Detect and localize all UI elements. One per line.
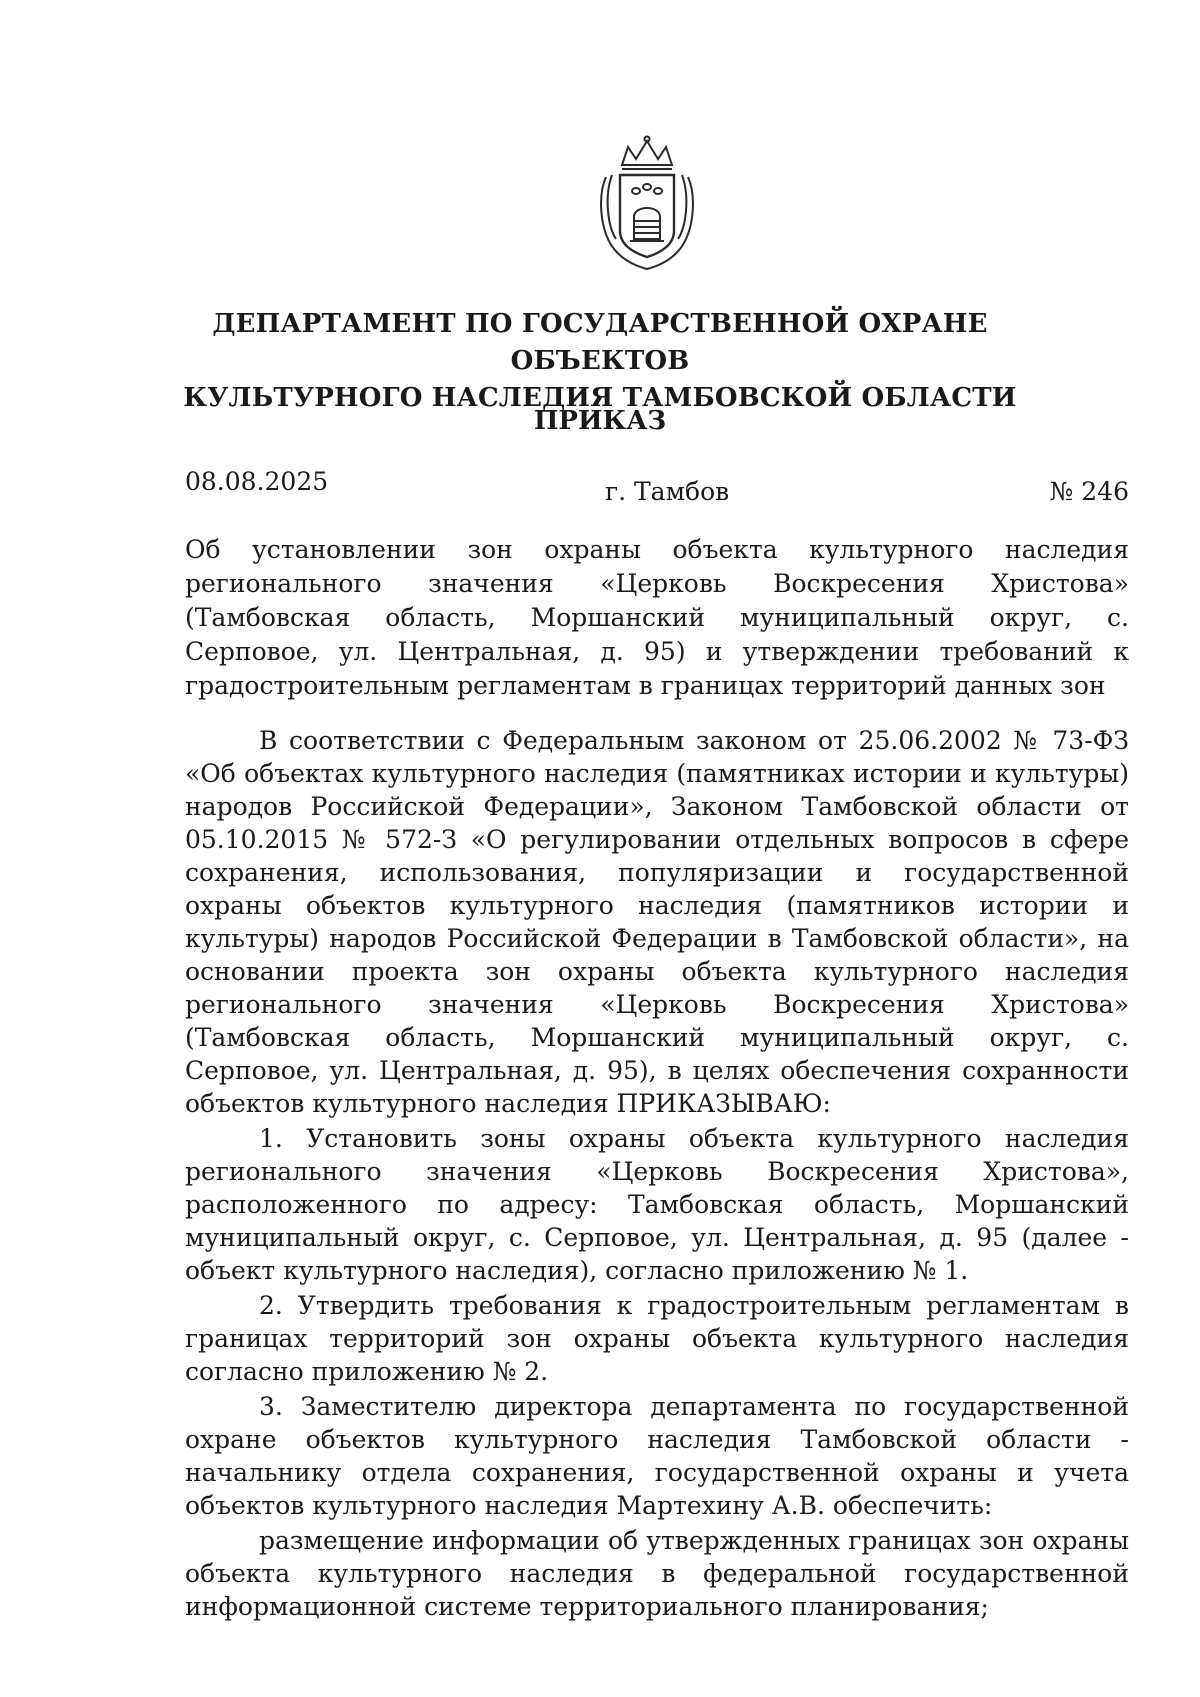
order-item-3: 3. Заместителю директора департамента по государственной охране объектов культурного наследия Тамбовской области - начальнику отдела сохранения, государственной охраны и учета объектов культурного наследия Мартехину А.В. обеспечить:	[185, 1392, 1129, 1520]
org-line-2: КУЛЬТУРНОГО НАСЛЕДИЯ ТАМБОВСКОЙ ОБЛАСТИ	[183, 383, 1017, 413]
org-line-1: ДЕПАРТАМЕНТ ПО ГОСУДАРСТВЕННОЙ ОХРАНЕ ОБЪЕКТОВ	[212, 309, 988, 376]
order-item-3-sub-1: размещение информации об утвержденных границах зон охраны объекта культурного наследия в федеральной государственной информационной системе территориального планирования;	[185, 1526, 1129, 1621]
document-date: 08.08.2025	[185, 467, 329, 496]
document-number: № 246	[1049, 477, 1129, 506]
document-city: г. Тамбов	[605, 477, 730, 506]
document-body	[185, 724, 1129, 1623]
order-item-2: 2. Утвердить требования к градостроительным регламентам в границах территорий зон охраны объекта культурного наследия согласно приложению № 2.	[185, 1291, 1129, 1386]
coat-of-arms-icon	[588, 135, 706, 275]
organization-name	[150, 306, 1050, 417]
preamble-paragraph: В соответствии с Федеральным законом от 25.06.2002 № 73-ФЗ «Об объектах культурного наследия (памятниках истории и культуры) народов Российской Федерации», Законом Тамбовской области от 05.10.2015 № 572-З «О регулировании отдельных вопросов в сфере сохранения, использования, популяризации и государственной охраны объектов культурного наследия (памятников истории и культуры) народов Российской Федерации в Тамбовской области», на основании проекта зон охраны объекта культурного наследия регионального значения «Церковь Воскресения Христова» (Тамбовская область, Моршанский муниципальный округ, с. Серповое, ул. Центральная, д. 95), в целях обеспечения сохранности объектов культурного наследия ПРИКАЗЫВАЮ:	[185, 726, 1129, 1118]
document-type: ПРИКАЗ	[533, 406, 667, 436]
order-item-1: 1. Установить зоны охраны объекта культурного наследия регионального значения «Церковь Воскресения Христова», расположенного по адресу: Тамбовская область, Моршанский муниципальный округ, с. Серповое, ул. Центральная, д. 95 (далее - объект культурного наследия), согласно приложению № 1.	[185, 1124, 1129, 1285]
document-meta	[185, 467, 1129, 506]
document-subject: Об установлении зон охраны объекта культурного наследия регионального значения «Церковь Воскресения Христова» (Тамбовская область, Моршанский муниципальный округ, с. Серповое, ул. Центральная, д. 95) и утверждении требований к градостроительным регламентам в границах территорий данных зон	[185, 535, 1129, 700]
